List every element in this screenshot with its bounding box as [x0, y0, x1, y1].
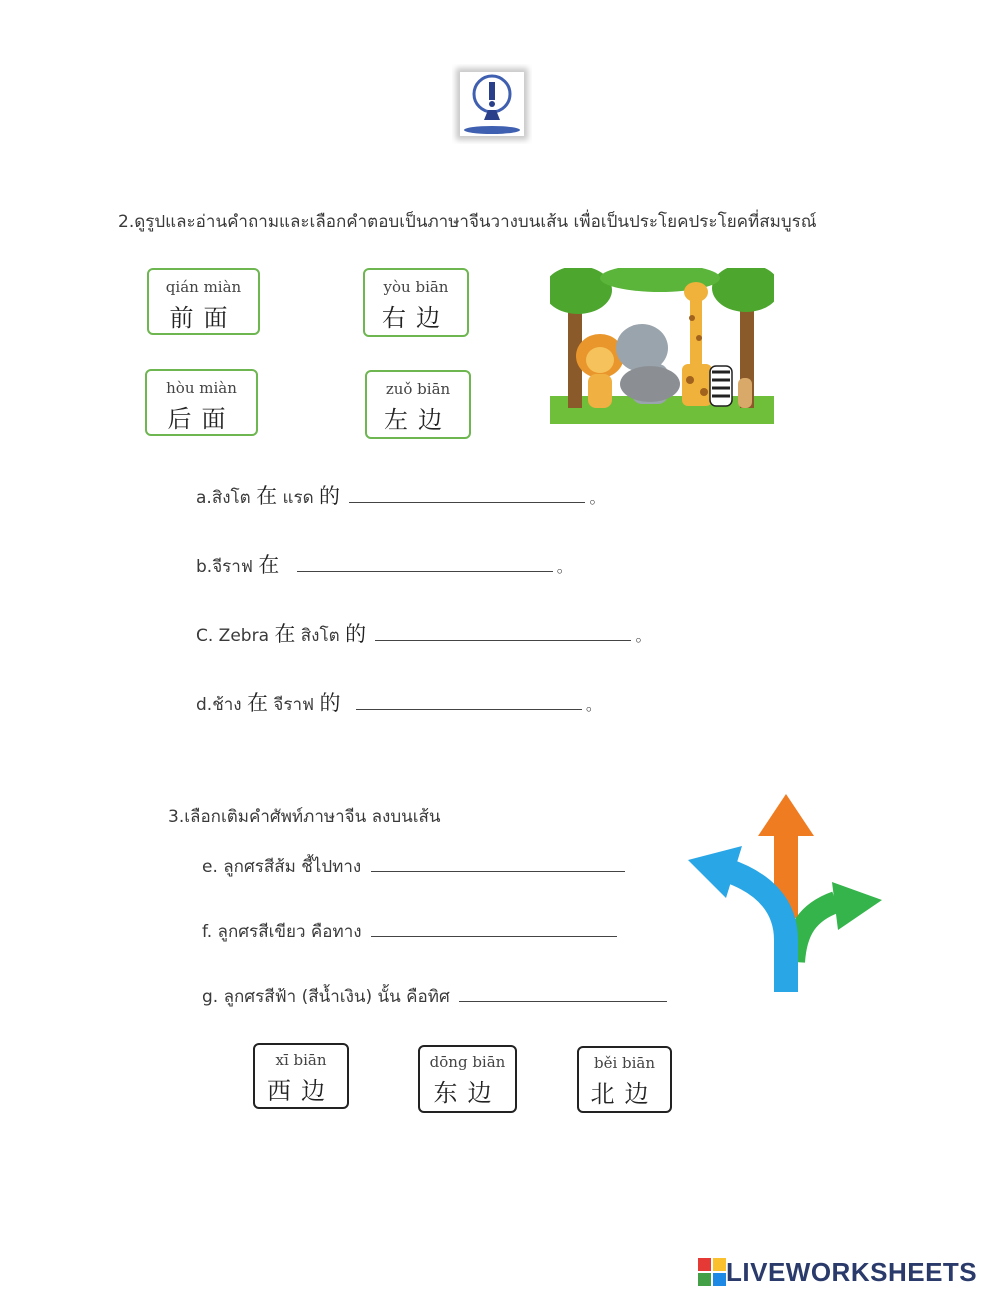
card-pinyin: qián miàn [165, 278, 242, 296]
card-hanzi: 前面 [169, 304, 238, 332]
card-bei-bian[interactable] [577, 1046, 672, 1113]
card-hanzi: 左边 [384, 406, 452, 434]
question-text: g. ลูกศรสีฟ้า (สีน้ำเงิน) นั้น คือทิศ [202, 987, 450, 1007]
brand-name: LIVEWORKSHEETS [726, 1256, 978, 1287]
sentence-prefix: a.สิงโต [196, 488, 251, 508]
answer-blank-c[interactable] [375, 626, 631, 641]
sentence-mid: สิงโต [300, 626, 340, 646]
question-e [202, 853, 629, 880]
card-zuo-bian[interactable] [365, 370, 471, 439]
full-stop: 。 [635, 626, 652, 645]
question-f [202, 918, 621, 945]
sentence-a [196, 480, 605, 511]
card-hou-mian[interactable] [145, 369, 258, 436]
sentence-b [196, 549, 573, 580]
question-text: e. ลูกศรสีส้ม ชี้ไปทาง [202, 857, 362, 877]
answer-blank-a[interactable] [349, 488, 585, 503]
answer-blank-e[interactable] [371, 857, 625, 872]
card-pinyin: běi biān [593, 1054, 656, 1072]
question-text: f. ลูกศรสีเขียว คือทาง [202, 922, 362, 942]
section2-title: 2.ดูรูปและอ่านคำถามและเลือกคำตอบเป็นภาษาจีนวางบนเส้น เพื่อเป็นประโยคประโยคที่สมบูรณ์ [118, 212, 817, 232]
de-char: 的 [345, 622, 367, 646]
liveworksheets-logo-icon [698, 1258, 726, 1286]
de-char: 的 [319, 484, 341, 508]
zai-char: 在 [274, 622, 296, 646]
card-pinyin: xī biān [275, 1051, 327, 1069]
card-hanzi: 东边 [433, 1079, 502, 1107]
jungle-animals-image [550, 268, 774, 424]
card-pinyin: hòu miàn [166, 379, 237, 397]
full-stop: 。 [589, 488, 606, 507]
zai-char: 在 [256, 484, 278, 508]
sentence-c [196, 618, 651, 649]
card-qian-mian[interactable] [147, 268, 260, 335]
answer-blank-b[interactable] [297, 557, 553, 572]
sentence-mid: แรด [282, 488, 314, 508]
card-you-bian[interactable] [363, 268, 469, 337]
card-pinyin: yòu biān [383, 278, 449, 296]
sentence-d [196, 687, 602, 718]
full-stop: 。 [585, 695, 602, 714]
direction-arrows-image [686, 790, 886, 995]
zai-char: 在 [247, 691, 268, 715]
sentence-prefix: d.ช้าง [196, 695, 242, 715]
card-hanzi: 西边 [267, 1077, 335, 1105]
answer-blank-f[interactable] [371, 922, 617, 937]
card-pinyin: zuǒ biān [385, 380, 451, 398]
answer-blank-d[interactable] [356, 695, 582, 710]
full-stop: 。 [556, 557, 573, 576]
card-hanzi: 北边 [590, 1080, 659, 1108]
sentence-mid: จีราฟ [273, 695, 315, 715]
sentence-prefix: C. Zebra [196, 626, 269, 646]
de-char: 的 [319, 691, 341, 715]
card-xi-bian[interactable] [253, 1043, 349, 1109]
card-pinyin: dōng biān [429, 1053, 506, 1071]
answer-blank-g[interactable] [459, 987, 667, 1002]
liveworksheets-brand [698, 1252, 977, 1292]
card-dong-bian[interactable] [418, 1045, 517, 1113]
zai-char: 在 [258, 553, 280, 577]
worksheet-logo [452, 64, 532, 144]
card-hanzi: 后面 [167, 405, 236, 433]
card-hanzi: 右边 [382, 304, 450, 332]
section3-title: 3.เลือกเติมคำศัพท์ภาษาจีน ลงบนเส้น [168, 807, 441, 827]
sentence-prefix: b.จีราฟ [196, 557, 253, 577]
question-g [202, 983, 671, 1010]
